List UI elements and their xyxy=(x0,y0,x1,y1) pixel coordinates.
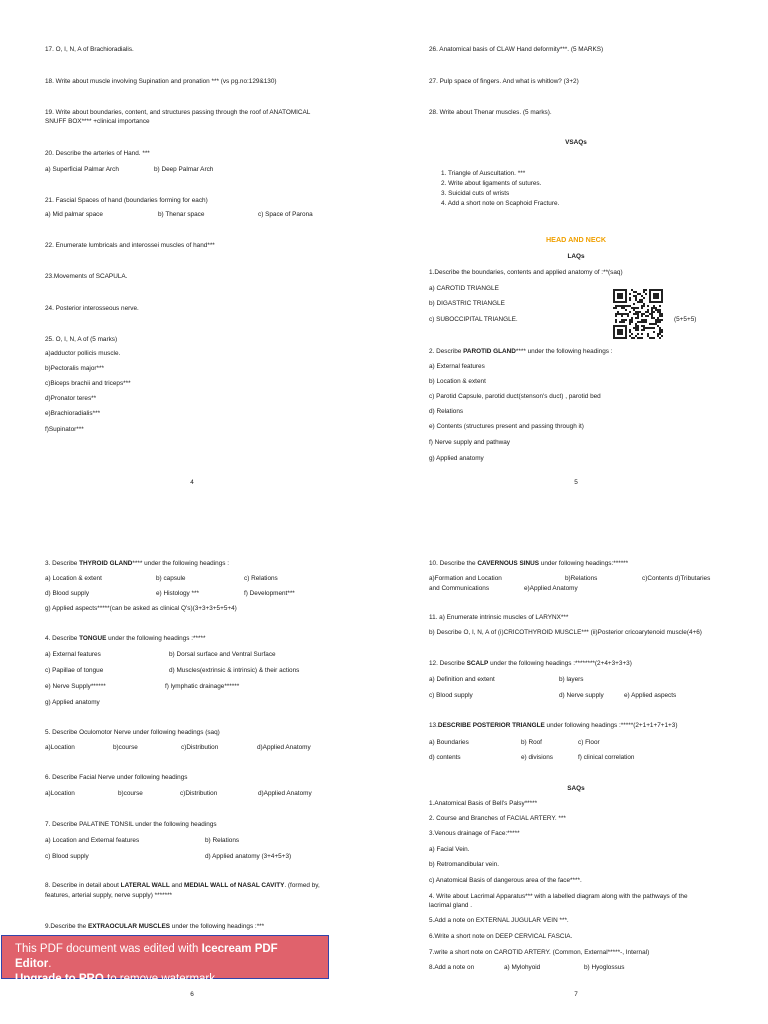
question-10-option-c: c)Contents d)Tributaries xyxy=(642,575,711,582)
page-5 xyxy=(384,0,768,512)
question-26: 26. Anatomical basis of CLAW Hand deformity***. (5 MARKS) xyxy=(429,46,604,53)
saq-8-option-b: b) Hyoglossus xyxy=(584,964,625,971)
page-number: 7 xyxy=(574,991,578,998)
question-12-option-e: e) Applied aspects xyxy=(624,692,677,699)
vsaq-item-1: 1. Triangle of Auscultation. *** xyxy=(441,170,526,177)
page-number: 4 xyxy=(190,479,194,486)
question-1-option-b: b) DIGASTRIC TRIANGLE xyxy=(429,300,505,307)
saq-8-option-a: a) Mylohyoid xyxy=(504,964,541,971)
watermark-line1: This PDF document was edited with Icecream PDF Editor. xyxy=(15,943,278,970)
question-24: 24. Posterior interosseous nerve. xyxy=(45,305,139,312)
question-21-option-c: c) Space of Parona xyxy=(258,211,313,218)
question-6-option-a: a)Location xyxy=(45,790,75,797)
question-21-option-a: a) Mid palmar space xyxy=(45,211,103,218)
watermark-banner[interactable] xyxy=(1,935,329,985)
question-25-option-b: b)Pectoralis major*** xyxy=(45,365,104,372)
question-13: 13.DESCRIBE POSTERIOR TRIANGLE under following headings :*****(2+1+1+7+1+3) xyxy=(429,722,678,729)
question-3-option-g: g) Applied aspects*****(can be asked as clinical Q's)(3+3+3+5+5+4) xyxy=(45,605,237,612)
question-10: 10. Describe the CAVERNOUS SINUS under following headings:****** xyxy=(429,560,629,567)
question-11b: b) Describe O, I, N, A of (i)CRICOTHYROID MUSCLE*** (ii)Posterior cricoarytenoid muscle(4+6) xyxy=(429,629,702,636)
question-2-option-g: g) Applied anatomy xyxy=(429,455,484,462)
question-21-option-b: b) Thenar space xyxy=(158,211,205,218)
question-1-option-c: c) SUBOCCIPITAL TRIANGLE. xyxy=(429,316,518,323)
question-25-option-f: f)Supinator*** xyxy=(45,426,84,433)
question-2-option-d: d) Relations xyxy=(429,408,464,415)
question-25-option-c: c)Biceps brachii and triceps*** xyxy=(45,380,131,387)
question-4-option-b: b) Dorsal surface and Ventral Surface xyxy=(169,651,276,658)
question-13-option-c: c) Floor xyxy=(578,739,600,746)
saq-7: 7.write a short note on CAROTID ARTERY. (Common, External*****-, Internal) xyxy=(429,949,650,956)
question-3-option-a: a) Location & extent xyxy=(45,575,102,582)
question-20-option-a: a) Superficial Palmar Arch xyxy=(45,166,119,173)
question-13-option-b: b) Roof xyxy=(521,739,542,746)
question-3: 3. Describe THYROID GLAND**** under the following headings : xyxy=(45,560,230,567)
question-20: 20. Describe the arteries of Hand. *** xyxy=(45,150,150,157)
question-4-option-c: c) Papillae of tongue xyxy=(45,667,104,674)
question-6-option-b: b)course xyxy=(118,790,143,797)
upgrade-link[interactable]: Upgrade to PRO xyxy=(15,973,104,985)
question-8-line2: features, arterial supply, nerve supply) ******* xyxy=(45,892,173,899)
vsaq-item-4: 4. Add a short note on Scaphoid Fracture. xyxy=(441,200,560,207)
question-22: 22. Enumerate lumbricals and interossei muscles of hand*** xyxy=(45,242,215,249)
question-3-option-b: b) capsule xyxy=(156,575,186,582)
question-1-marks: (5+5+5) xyxy=(674,316,697,323)
saq-4-line2: lacrimal gland . xyxy=(429,902,472,909)
vsaq-item-3: 3. Suicidal cuts of wrists xyxy=(441,190,510,197)
question-2-option-b: b) Location & extent xyxy=(429,378,486,385)
question-20-option-b: b) Deep Palmar Arch xyxy=(154,166,214,173)
question-4-option-g: g) Applied anatomy xyxy=(45,699,100,706)
question-12-option-c: c) Blood supply xyxy=(429,692,473,699)
saq-1: 1.Anatomical Basis of Bell's Palsy***** xyxy=(429,800,538,807)
question-18: 18. Write about muscle involving Supination and pronation *** (vs pg.no:129&130) xyxy=(45,78,277,85)
question-28: 28. Write about Thenar muscles. (5 marks). xyxy=(429,109,552,116)
page-number: 6 xyxy=(190,991,194,998)
saq-4-line1: 4. Write about Lacrimal Apparatus*** with a labelled diagram along with the pathways of the xyxy=(429,893,688,900)
question-5-option-d: d)Applied Anatomy xyxy=(257,744,311,751)
question-4: 4. Describe TONGUE under the following headings :***** xyxy=(45,635,206,642)
vsaqs-heading: VSAQs xyxy=(565,139,587,146)
question-5: 5. Describe Oculomotor Nerve under following headings (saq) xyxy=(45,729,220,736)
question-3-option-e: e) Histology *** xyxy=(156,590,199,597)
question-7-option-c: c) Blood supply xyxy=(45,853,89,860)
question-2-option-e: e) Contents (structures present and passing through it) xyxy=(429,423,584,430)
question-10-option-a: a)Formation and Location xyxy=(429,575,502,582)
vsaq-item-2: 2. Write about ligaments of sutures. xyxy=(441,180,542,187)
question-25: 25. O, I, N, A of (5 marks) xyxy=(45,336,118,343)
question-5-option-c: c)Distribution xyxy=(181,744,219,751)
question-6: 6. Describe Facial Nerve under following headings xyxy=(45,774,188,781)
question-4-option-d: d) Muscles(extrinsic & intrinsic) & their actions xyxy=(169,667,300,674)
question-6-option-d: d)Applied Anatomy xyxy=(258,790,312,797)
question-9: 9.Describe the EXTRAOCULAR MUSCLES under the following headings :*** xyxy=(45,923,265,930)
question-12-option-d: d) Nerve supply xyxy=(559,692,604,699)
section-heading: HEAD AND NECK xyxy=(545,235,607,244)
saqs-heading: SAQs xyxy=(567,785,585,792)
question-11a: 11. a) Enumerate intrinsic muscles of LARYNX*** xyxy=(429,614,569,621)
question-27: 27. Pulp space of fingers. And what is whitlow? (3+2) xyxy=(429,78,579,85)
question-4-option-e: e) Nerve Supply****** xyxy=(45,683,106,690)
question-12-option-b: b) layers xyxy=(559,676,584,683)
question-7-option-a: a) Location and External features xyxy=(45,837,140,844)
question-25-option-a: a)adductor pollicis muscle. xyxy=(45,350,121,357)
question-17: 17. O, I, N, A of Brachioradialis. xyxy=(45,46,134,53)
saq-2: 2. Course and Branches of FACIAL ARTERY. *** xyxy=(429,815,566,822)
question-3-option-c: c) Relations xyxy=(244,575,278,582)
question-3-option-f: f) Development*** xyxy=(244,590,295,597)
question-13-option-e: e) divisions xyxy=(521,754,553,761)
question-10-option-b: b)Relations xyxy=(565,575,598,582)
saq-3: 3.Venous drainage of Face:***** xyxy=(429,830,520,837)
question-2: 2. Describe PAROTID GLAND**** under the following headings : xyxy=(429,348,613,355)
question-5-option-b: b)course xyxy=(113,744,138,751)
question-1-option-a: a) CAROTID TRIANGLE xyxy=(429,285,499,292)
laqs-heading: LAQs xyxy=(567,253,585,260)
question-2-option-c: c) Parotid Capsule, parotid duct(stenson's duct) , parotid bed xyxy=(429,393,601,400)
question-7-option-b: b) Relations xyxy=(205,837,240,844)
saq-6: 6.Write a short note on DEEP CERVICAL FASCIA. xyxy=(429,933,573,940)
qr-code-image xyxy=(613,289,663,339)
saq-3-option-a: a) Facial Vein. xyxy=(429,846,470,853)
question-25-option-e: e)Brachioradialis*** xyxy=(45,410,101,417)
question-13-option-f: f) clinical correlation xyxy=(578,754,635,761)
question-10-option-cont: and Communications xyxy=(429,585,490,592)
question-10-option-e: e)Applied Anatomy xyxy=(524,585,578,592)
saq-3-option-c: c) Anatomical Basis of dangerous area of the face****. xyxy=(429,877,582,884)
question-25-option-d: d)Pronator teres** xyxy=(45,395,97,402)
question-4-option-a: a) External features xyxy=(45,651,101,658)
question-7-option-d: d) Applied anatomy (3+4+5+3) xyxy=(205,853,292,860)
saq-3-option-b: b) Retromandibular vein. xyxy=(429,861,499,868)
question-4-option-f: f) lymphatic drainage****** xyxy=(165,683,240,690)
watermark-line2: Upgrade to PRO to remove watermark. xyxy=(15,973,219,985)
question-12-option-a: a) Definition and extent xyxy=(429,676,495,683)
question-5-option-a: a)Location xyxy=(45,744,75,751)
question-23: 23.Movements of SCAPULA. xyxy=(45,273,128,280)
question-8-line1: 8. Describe in detail about LATERAL WALL and MEDIAL WALL of NASAL CAVITY. (formed by, xyxy=(45,882,320,889)
question-21: 21. Fascial Spaces of hand (boundaries forming for each) xyxy=(45,197,208,204)
question-2-option-a: a) External features xyxy=(429,363,485,370)
saq-8: 8.Add a note on xyxy=(429,964,475,971)
question-7: 7. Describe PALATINE TONSIL under the following headings xyxy=(45,821,217,828)
page-7 xyxy=(384,512,768,1024)
saq-5: 5.Add a note on EXTERNAL JUGULAR VEIN ***. xyxy=(429,917,569,924)
question-1: 1.Describe the boundaries, contents and applied anatomy of :**(saq) xyxy=(429,269,623,276)
page-4 xyxy=(0,0,384,512)
question-12: 12. Describe SCALP under the following headings :********(2+4+3+3+3) xyxy=(429,660,632,667)
page-number: 5 xyxy=(574,479,578,486)
question-3-option-d: d) Blood supply xyxy=(45,590,90,597)
question-2-option-f: f) Nerve supply and pathway xyxy=(429,439,510,446)
question-6-option-c: c)Distribution xyxy=(180,790,218,797)
question-19-line2: SNUFF BOX**** +clinical importance xyxy=(45,118,150,125)
question-13-option-d: d) contents xyxy=(429,754,461,761)
question-13-option-a: a) Boundaries xyxy=(429,739,469,746)
question-19-line1: 19. Write about boundaries, content, and structures passing through the roof of ANATOMICAL xyxy=(45,109,311,116)
